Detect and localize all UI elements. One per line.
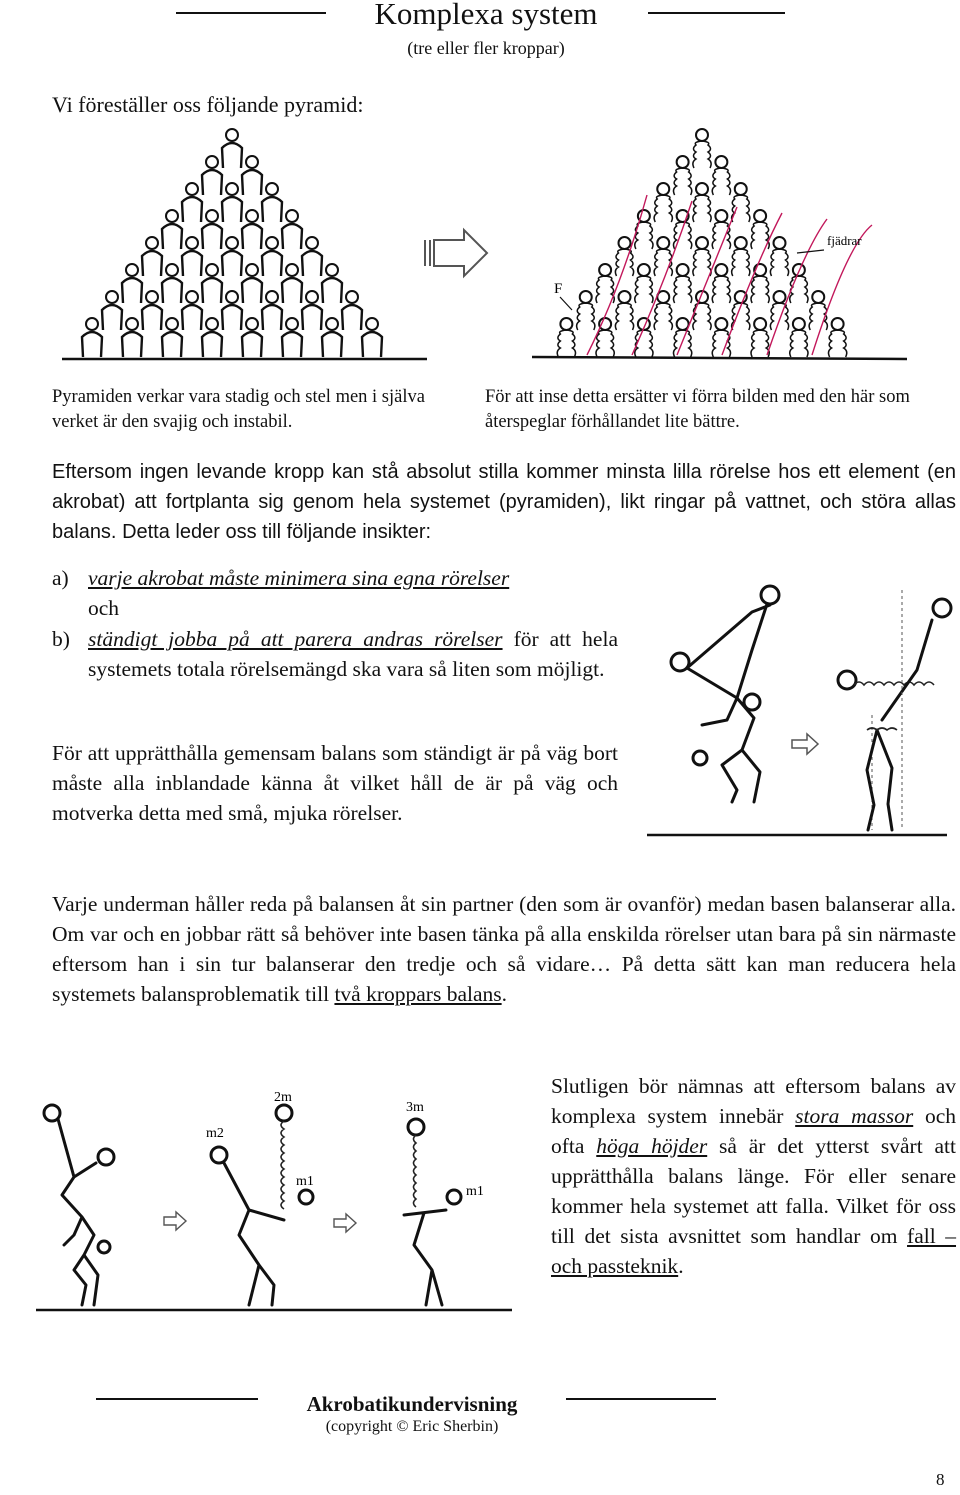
acrobat-head: [793, 318, 805, 330]
paragraph-4-underlined-3: fall – och passteknik: [551, 1224, 957, 1278]
acrobat-head: [166, 318, 178, 330]
acrobat-head: [226, 291, 238, 303]
acrobat-body: [712, 330, 730, 357]
paragraph-4-underlined-2: höga höjder: [596, 1134, 708, 1158]
paragraph-4-text-3: så är det ytterst svårt att upprätthålla balans länge. För eller senare kommer hela systemet att falla. Vilket för oss till det sista avsnittet som handlar om: [551, 1134, 956, 1248]
list-a-tail: och: [88, 596, 120, 620]
acrobat-head: [346, 291, 358, 303]
balance-springs-figure: [642, 590, 952, 850]
acrobat-body: [615, 249, 633, 276]
paragraph-3: [52, 889, 956, 1009]
acrobat-head: [246, 318, 258, 330]
acrobat-head: [715, 210, 727, 222]
acrobat-head: [696, 183, 708, 195]
acrobat-body: [122, 278, 142, 303]
acrobat-body: [596, 330, 614, 357]
acrobat-head: [246, 156, 258, 168]
acrobat-head: [638, 264, 650, 276]
acrobat-body: [222, 251, 242, 276]
acrobat-head: [754, 210, 766, 222]
three-person-stiff-drawing: [44, 1105, 114, 1305]
acrobat-body: [654, 303, 672, 330]
paragraph-4-underlined-1: stora massor: [795, 1104, 914, 1128]
acrobat-body: [142, 251, 162, 276]
acrobat-body: [282, 332, 302, 357]
acrobat-head: [246, 264, 258, 276]
acrobat-head: [657, 237, 669, 249]
acrobat-head: [696, 129, 708, 141]
acrobat-body: [282, 278, 302, 303]
acrobat-body: [770, 303, 788, 330]
acrobat-head: [774, 237, 786, 249]
intro-text: Vi föreställer oss följande pyramid:: [52, 92, 364, 117]
acrobat-body: [202, 224, 222, 249]
acrobat-body: [557, 330, 575, 357]
pyramid-figure: [52, 135, 912, 365]
acrobat-head: [266, 237, 278, 249]
acrobat-head: [106, 291, 118, 303]
paragraph-4-end: .: [678, 1254, 684, 1278]
acrobat-body: [202, 332, 222, 357]
acrobat-head: [754, 318, 766, 330]
list-b-text: ständigt jobba på att parera andras rörelser: [88, 627, 503, 651]
acrobat-head: [774, 291, 786, 303]
acrobat-head: [206, 210, 218, 222]
acrobat-body: [790, 276, 808, 303]
acrobat-body: [262, 197, 282, 222]
mass-label-m1-b: m1: [466, 1184, 484, 1199]
acrobat-body: [829, 330, 847, 357]
acrobat-body: [712, 168, 730, 195]
acrobat-body: [102, 305, 122, 330]
page-title: Komplexa system: [374, 0, 598, 31]
header-rule-left: [176, 12, 326, 14]
acrobat-body: [182, 251, 202, 276]
acrobat-head: [226, 183, 238, 195]
force-label: F: [554, 281, 563, 297]
acrobat-body: [732, 195, 750, 222]
acrobat-head: [677, 156, 689, 168]
acrobat-body: [770, 249, 788, 276]
acrobat-body: [751, 330, 769, 357]
acrobat-body: [693, 141, 711, 168]
acrobat-body: [202, 170, 222, 195]
paragraph-2: För att upprätthålla gemensam balans som ständigt är på väg bort måste alla inblandade känna åt vilket håll de är på väg och motverka detta med små, mjuka rörelser.: [52, 741, 618, 825]
mass-label-m2: m2: [206, 1126, 224, 1141]
three-person-equivalent-drawing: [404, 1100, 484, 1305]
acrobat-body: [142, 305, 162, 330]
paragraph-4-text-1: Slutligen bör nämnas att eftersom balans av komplexa system innebär: [551, 1074, 956, 1128]
acrobat-head: [619, 237, 631, 249]
acrobat-body: [732, 249, 750, 276]
acrobat-body: [577, 303, 595, 330]
acrobat-body: [751, 276, 769, 303]
acrobat-head: [126, 264, 138, 276]
acrobat-body: [162, 332, 182, 357]
paragraph-3-text-a: Varje underman håller reda på balansen åt sin partner (den som är ovanför) medan basen balanserar alla.: [52, 892, 956, 916]
acrobat-head: [812, 291, 824, 303]
acrobat-head: [326, 318, 338, 330]
arrow-icon: [792, 734, 818, 754]
acrobat-body: [162, 224, 182, 249]
acrobat-body: [242, 224, 262, 249]
acrobat-head: [186, 291, 198, 303]
list-marker-a: a): [52, 566, 69, 590]
arrow-icon: [425, 230, 487, 276]
paragraph-3-underlined: två kroppars balans: [334, 982, 502, 1006]
acrobat-body: [282, 224, 302, 249]
acrobat-head: [186, 237, 198, 249]
list-marker-b: b): [52, 627, 70, 651]
acrobat-head: [560, 318, 572, 330]
list-item-a: [52, 563, 622, 623]
paragraph-3-text-b: Om var och en jobbar rätt så behöver inte basen tänka på alla enskilda rörelser utan bara på sin närmaste eftersom han i sin tur balanserar den tredje och så vidare… På detta sätt kan man reducera hela systemets balansproblematik till: [52, 922, 956, 1006]
footer-rule-right: [566, 1398, 716, 1400]
list-a-text: varje akrobat måste minimera sina egna rörelser: [88, 566, 510, 590]
footer-rule-left: [96, 1398, 258, 1400]
paragraph-1-insight: Detta leder oss till följande insikter:: [122, 521, 432, 543]
paragraph-4: [551, 1071, 956, 1281]
paragraph-1: [52, 457, 956, 547]
acrobat-head: [266, 291, 278, 303]
acrobat-head: [266, 183, 278, 195]
acrobat-body: [262, 305, 282, 330]
page-subtitle: (tre eller fler kroppar): [407, 38, 565, 58]
acrobat-body: [342, 305, 362, 330]
arrow-icon: [334, 1214, 356, 1232]
three-person-balance-figure: [34, 1085, 524, 1315]
springs-label: fjädrar: [827, 233, 862, 248]
acrobat-head: [306, 291, 318, 303]
acrobat-head: [146, 291, 158, 303]
acrobat-body: [322, 332, 342, 357]
paragraph-3-end: .: [501, 982, 507, 1006]
acrobat-head: [715, 156, 727, 168]
spring-pyramid-drawing: [557, 129, 872, 357]
acrobat-head: [286, 210, 298, 222]
acrobat-body: [674, 168, 692, 195]
sway-line: [632, 201, 692, 355]
acrobat-head: [657, 183, 669, 195]
acrobat-body: [712, 276, 730, 303]
acrobat-head: [306, 237, 318, 249]
acrobat-body: [202, 278, 222, 303]
acrobat-body: [262, 251, 282, 276]
acrobat-body: [122, 332, 142, 357]
acrobat-head: [186, 183, 198, 195]
acrobat-head: [677, 264, 689, 276]
mass-label-2m: 2m: [274, 1090, 292, 1105]
acrobat-body: [635, 276, 653, 303]
acrobat-body: [242, 170, 262, 195]
acrobat-body: [182, 197, 202, 222]
acrobat-head: [735, 237, 747, 249]
acrobat-head: [735, 183, 747, 195]
acrobat-head: [226, 237, 238, 249]
list-b-tail: för att hela systemets totala rörelsemängd ska vara så liten som möjligt.: [88, 627, 618, 681]
footer-title: Akrobatikundervisning: [306, 1392, 518, 1416]
acrobat-body: [693, 195, 711, 222]
acrobat-body: [222, 143, 242, 168]
acrobat-head: [246, 210, 258, 222]
acrobat-head: [206, 318, 218, 330]
three-person-spring-drawing: [206, 1090, 314, 1305]
acrobat-head: [146, 237, 158, 249]
acrobat-head: [580, 291, 592, 303]
acrobat-body: [222, 305, 242, 330]
acrobat-head: [206, 156, 218, 168]
acrobat-head: [226, 129, 238, 141]
acrobat-head: [166, 264, 178, 276]
acrobat-head: [286, 264, 298, 276]
acrobat-head: [619, 291, 631, 303]
page-number: 8: [936, 1470, 945, 1489]
footer-copyright: (copyright © Eric Sherbin): [325, 1418, 499, 1435]
acrobat-body: [242, 332, 262, 357]
acrobat-body: [693, 249, 711, 276]
acrobat-head: [126, 318, 138, 330]
two-person-stiff-drawing: [671, 586, 779, 802]
acrobat-body: [302, 251, 322, 276]
acrobat-body: [322, 278, 342, 303]
paragraph-1-text: Eftersom ingen levande kropp kan stå absolut stilla kommer minsta lilla rörelse hos ett element (en akrobat) att fortplanta sig genom hela systemet (pyramiden), likt ringar på vattnet, och störa allas balans.: [52, 461, 956, 543]
acrobat-body: [162, 278, 182, 303]
acrobat-body: [82, 332, 102, 357]
acrobat-body: [790, 330, 808, 357]
acrobat-body: [654, 195, 672, 222]
acrobat-head: [166, 210, 178, 222]
acrobat-body: [182, 305, 202, 330]
paragraph-4-text-2: och ofta: [551, 1104, 956, 1158]
acrobat-body: [615, 303, 633, 330]
arrow-icon: [164, 1212, 186, 1230]
acrobat-head: [715, 318, 727, 330]
acrobat-head: [677, 318, 689, 330]
acrobat-body: [242, 278, 262, 303]
acrobat-head: [86, 318, 98, 330]
acrobat-body: [222, 197, 242, 222]
acrobat-body: [674, 276, 692, 303]
acrobat-body: [674, 330, 692, 357]
mass-label-3m: 3m: [406, 1100, 424, 1115]
header-rule-right: [648, 12, 785, 14]
caption-right: För att inse detta ersätter vi förra bilden med den här som återspeglar förhållandet lite bättre.: [485, 387, 910, 432]
list-item-b: [52, 624, 618, 684]
acrobat-head: [696, 237, 708, 249]
acrobat-head: [715, 264, 727, 276]
acrobat-head: [286, 318, 298, 330]
acrobat-body: [362, 332, 382, 357]
acrobat-head: [206, 264, 218, 276]
stiff-pyramid-drawing: [82, 129, 382, 357]
acrobat-head: [366, 318, 378, 330]
acrobat-head: [326, 264, 338, 276]
acrobat-head: [599, 264, 611, 276]
mass-label-m1: m1: [296, 1174, 314, 1189]
acrobat-body: [302, 305, 322, 330]
acrobat-body: [693, 303, 711, 330]
two-person-spring-drawing: [838, 590, 951, 830]
acrobat-head: [832, 318, 844, 330]
caption-left: Pyramiden verkar vara stadig och stel men i själva verket är den svajig och instabil.: [52, 387, 425, 432]
